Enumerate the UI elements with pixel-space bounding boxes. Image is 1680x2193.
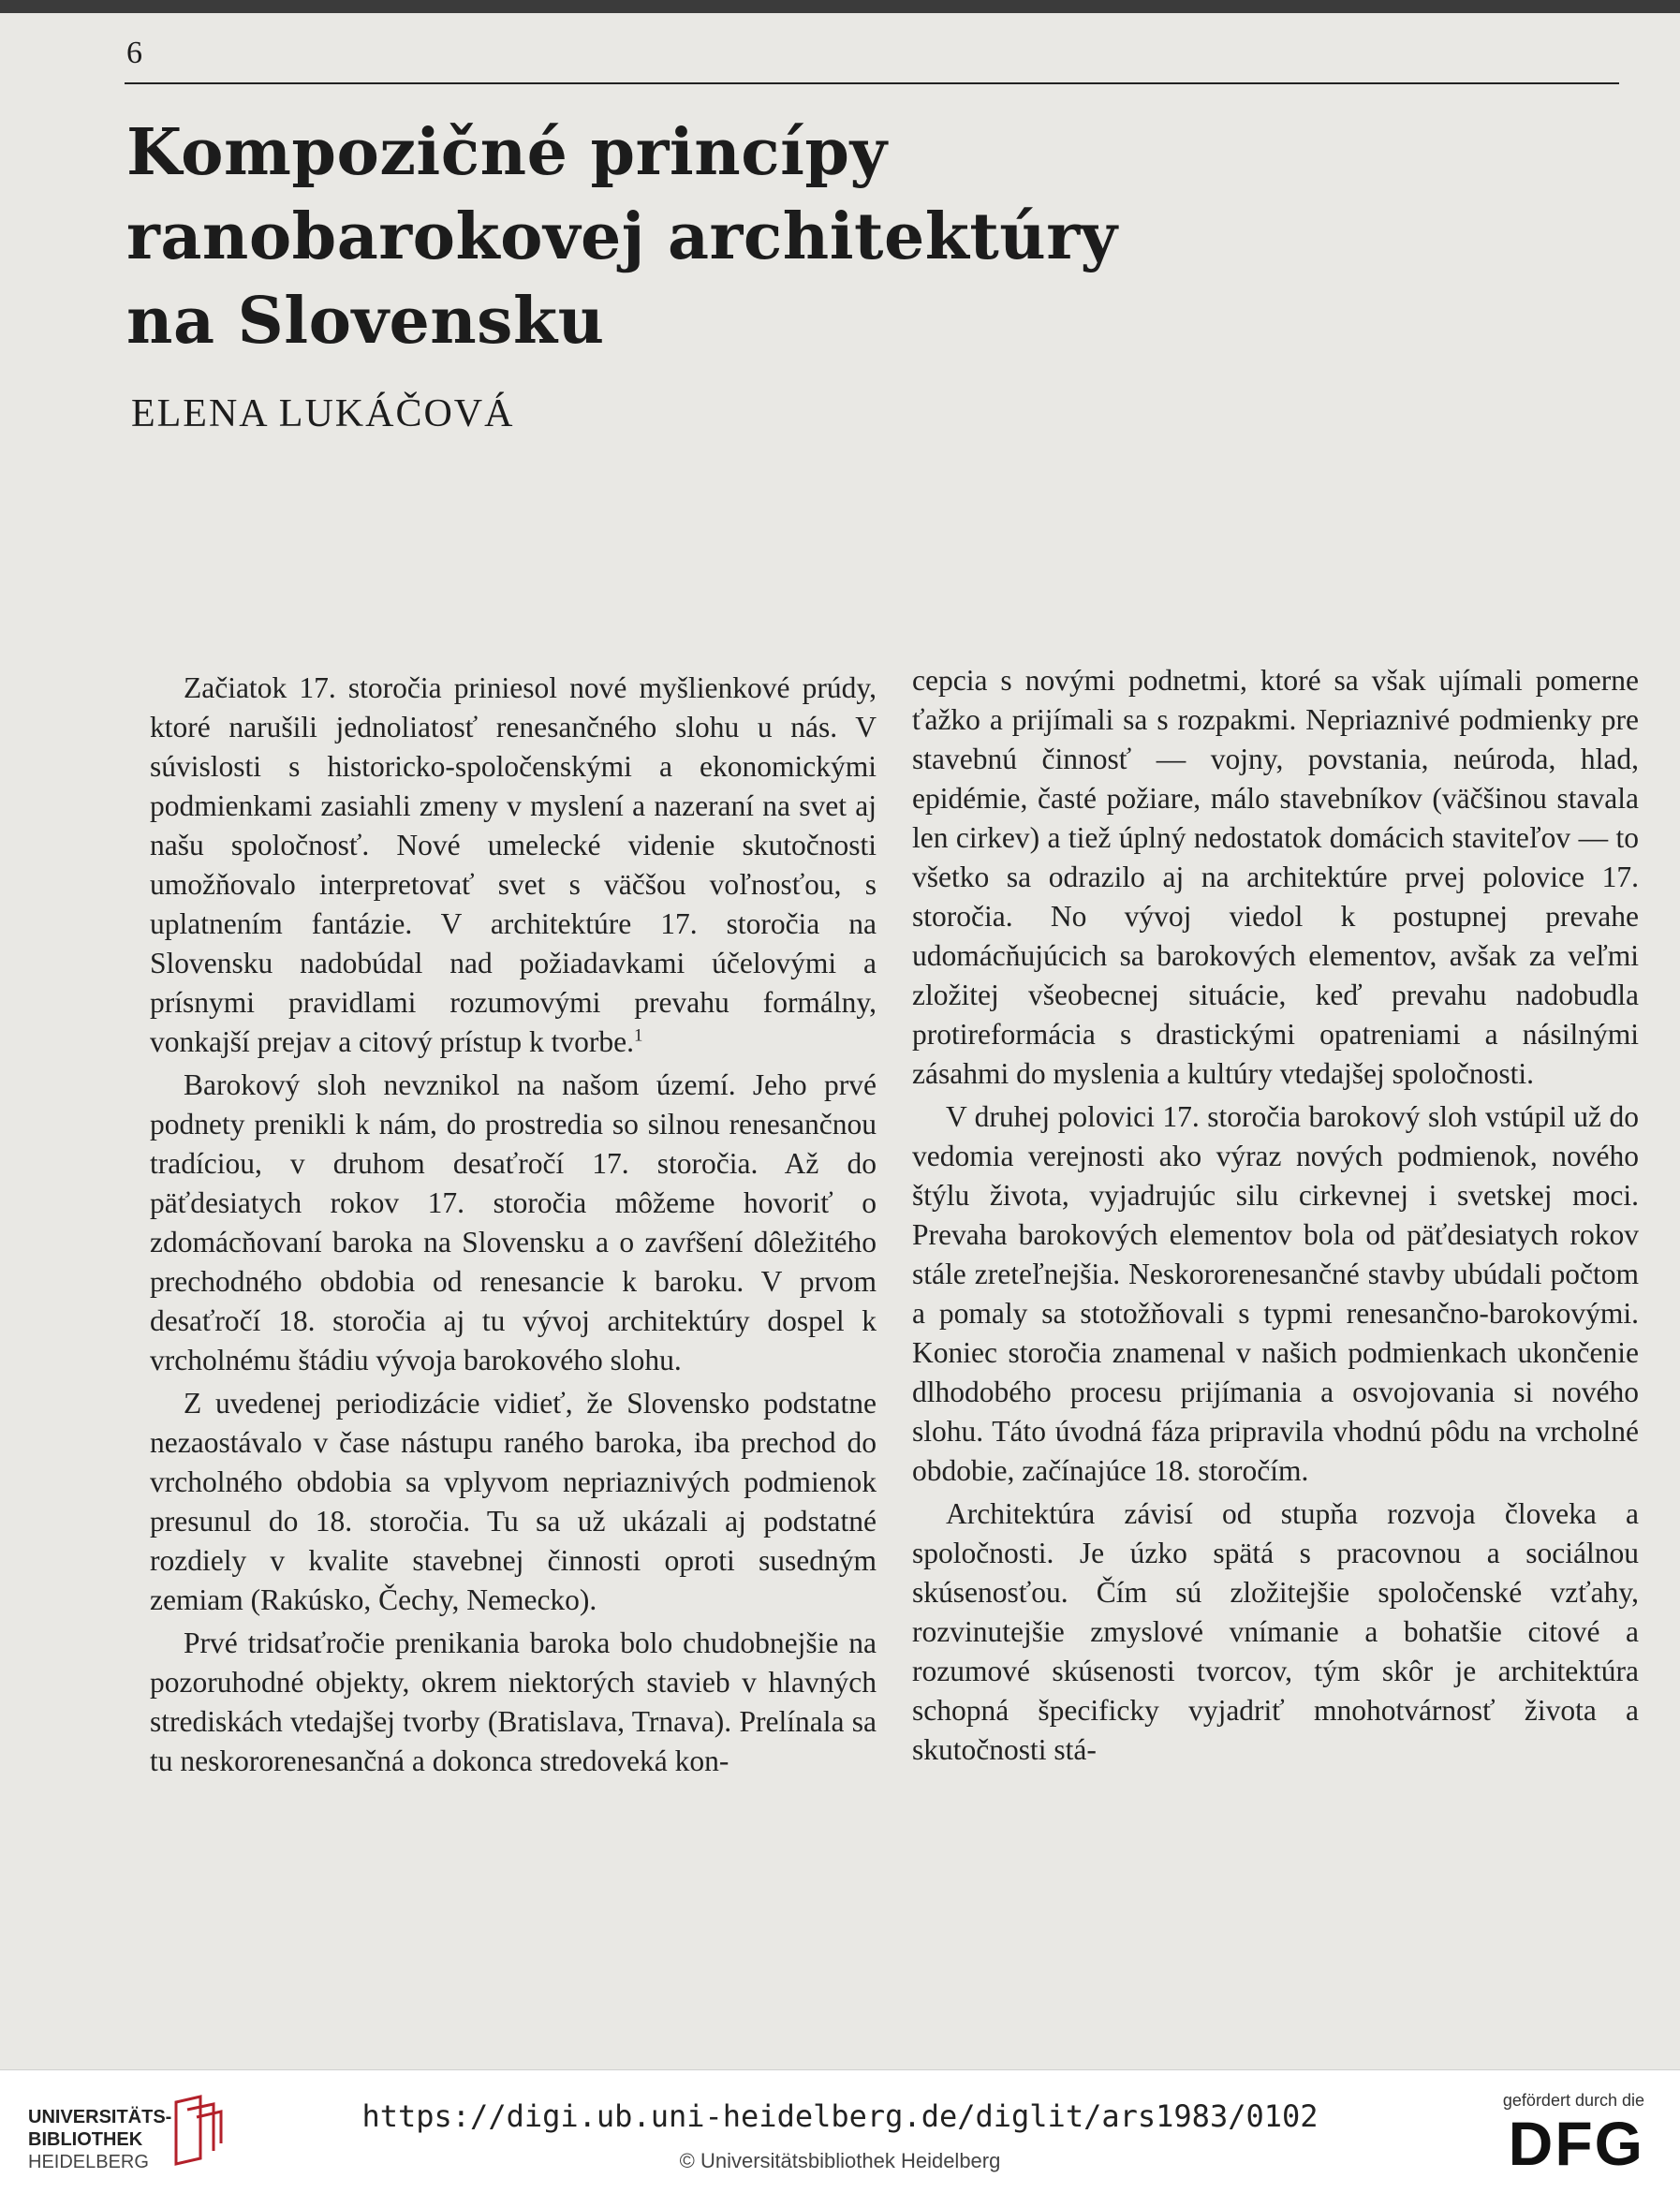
- copyright-notice: © Universitätsbibliothek Heidelberg: [679, 2149, 1001, 2172]
- article-title: [126, 110, 1118, 363]
- text-column-right: [912, 661, 1639, 1774]
- paragraph: cepcia s novými podnetmi, ktoré sa však ujímali pomerne ťažko a prijímali sa s rozpakmi. Nepriaznivé podmienky pre stavebnú činnosť — vojny, povstania, neúroda, hlad, epidémie, časté požiare, málo stavebníkov (väčšinou stavala len cirkev) a tiež úplný nedostatok domácich staviteľov — to všetko sa odrazilo aj na architektúre prvej polovice 17. storočia. No vývoj viedol k postupnej prevahe udomácňujúcich sa barokových elementov, avšak za veľmi zložitej všeobecnej situácie, keď prevahu nadobudla protireformácia s drastickými opatreniami a násilnými zásahmi do myslenia a kultúry vtedajšej spoločnosti.: [912, 664, 1639, 1090]
- header-rule: [125, 82, 1619, 84]
- title-line: na Slovensku: [126, 284, 605, 359]
- paragraph: Barokový sloh nevznikol na našom území. Jeho prvé podnety prenikli k nám, do prostredia so silnou renesančnou tradíciou, v druhom desaťročí 17. storočia. Až do päťdesiatych rokov 17. storočia môžeme hovoriť o zdomácňovaní baroka na Slovensku a o zavŕšení dôležitého prechodného obdobia od renesancie k baroku. V prvom desaťročí 18. storočia aj tu vývoj architektúry dospel k vrcholnému štádiu vývoja barokového slohu.: [150, 1068, 877, 1376]
- page-number: 6: [126, 36, 142, 70]
- title-line: Kompozičné princípy: [126, 115, 888, 190]
- title-line: ranobarokovej architektúry: [126, 199, 1118, 274]
- logo-line: UNIVERSITÄTS-: [28, 2107, 172, 2127]
- logo-line: HEIDELBERG: [28, 2152, 149, 2172]
- text-column-left: [150, 669, 877, 1785]
- top-border: [0, 0, 1680, 13]
- author-name: ELENA LUKÁČOVÁ: [131, 392, 515, 435]
- paragraph: Prvé tridsaťročie prenikania baroka bolo chudobnejšie na pozoruhodné objekty, okrem niektorých stavieb v hlavných strediskách vtedajšej tvorby (Bratislava, Trnava). Prelínala sa tu neskororenesančná a dokonca stredoveká kon-: [150, 1626, 877, 1777]
- paragraph-text: Začiatok 17. storočia priniesol nové myšlienkové prúdy, ktoré narušili jednoliatosť renesančného slohu u nás. V súvislosti s historicko-spoločenskými a ekonomickými podmienkami zasiahli zmeny v myslení a nazeraní na svet aj našu spoločnosť. Nové umelecké videnie skutočnosti umožňovalo interpretovať svet s väčšou voľnosťou, s uplatnením fantázie. V architektúre 17. storočia na Slovensku nadobúdal nad požiadavkami účelovými a prísnymi pravidlami rozumovými prevahu formálny, vonkajší prejav a citový prístup k tvorbe.: [150, 671, 877, 1058]
- funding-text: gefördert durch die: [1502, 2091, 1644, 2110]
- permalink-url[interactable]: https://digi.ub.uni-heidelberg.de/diglit/ars1983/0102: [361, 2098, 1319, 2134]
- paragraph: V druhej polovici 17. storočia barokový sloh vstúpil už do vedomia verejnosti ako výraz nových podmienok, nového štýlu života, vyjadrujúc silu cirkevnej i svetskej moci. Prevaha barokových elementov bola od päťdesiatych rokov stále zreteľnejšia. Neskororenesančné stavby ubúdali počtom a pomaly sa stotožňovali s typmi renesančno-barokovými. Koniec storočia znamenal v našich podmienkach ukončenie dlhodobého procesu prijímania a osvojovania si nového slohu. Táto úvodná fáza pripravila vhodnú pôdu na vrcholné obdobie, začínajúce 18. storočím.: [912, 1100, 1639, 1487]
- funding-logo: [1503, 2091, 1644, 2176]
- viewer-footer: [0, 2069, 1680, 2193]
- paragraph: Architektúra závisí od stupňa rozvoja človeka a spoločnosti. Je úzko spätá s pracovnou a sociálnou skúsenosťou. Čím sú zložitejšie spoločenské vzťahy, rozvinutejšie zmyslové vnímanie a bohatšie citové a rozumové skúsenosti tvorcov, tým skôr je architektúra schopná špecificky vyjadriť mnohotvárnosť života a skutočnosti stá-: [912, 1497, 1639, 1766]
- footnote-ref: 1: [634, 1025, 643, 1046]
- dfg-logo: DFG: [1508, 2109, 1644, 2178]
- paragraph: Z uvedenej periodizácie vidieť, že Slovensko podstatne nezaostávalo v čase nástupu raného baroka, iba prechod do vrcholného obdobia sa vplyvom nepriaznivých podmienok presunul do 18. storočia. Tu sa už ukázali aj podstatné rozdiely v kvalite stavebnej činnosti oproti susedným zemiam (Rakúsko, Čechy, Nemecko).: [150, 1387, 877, 1616]
- paragraph: [150, 669, 877, 1062]
- logo-line: BIBLIOTHEK: [28, 2129, 143, 2150]
